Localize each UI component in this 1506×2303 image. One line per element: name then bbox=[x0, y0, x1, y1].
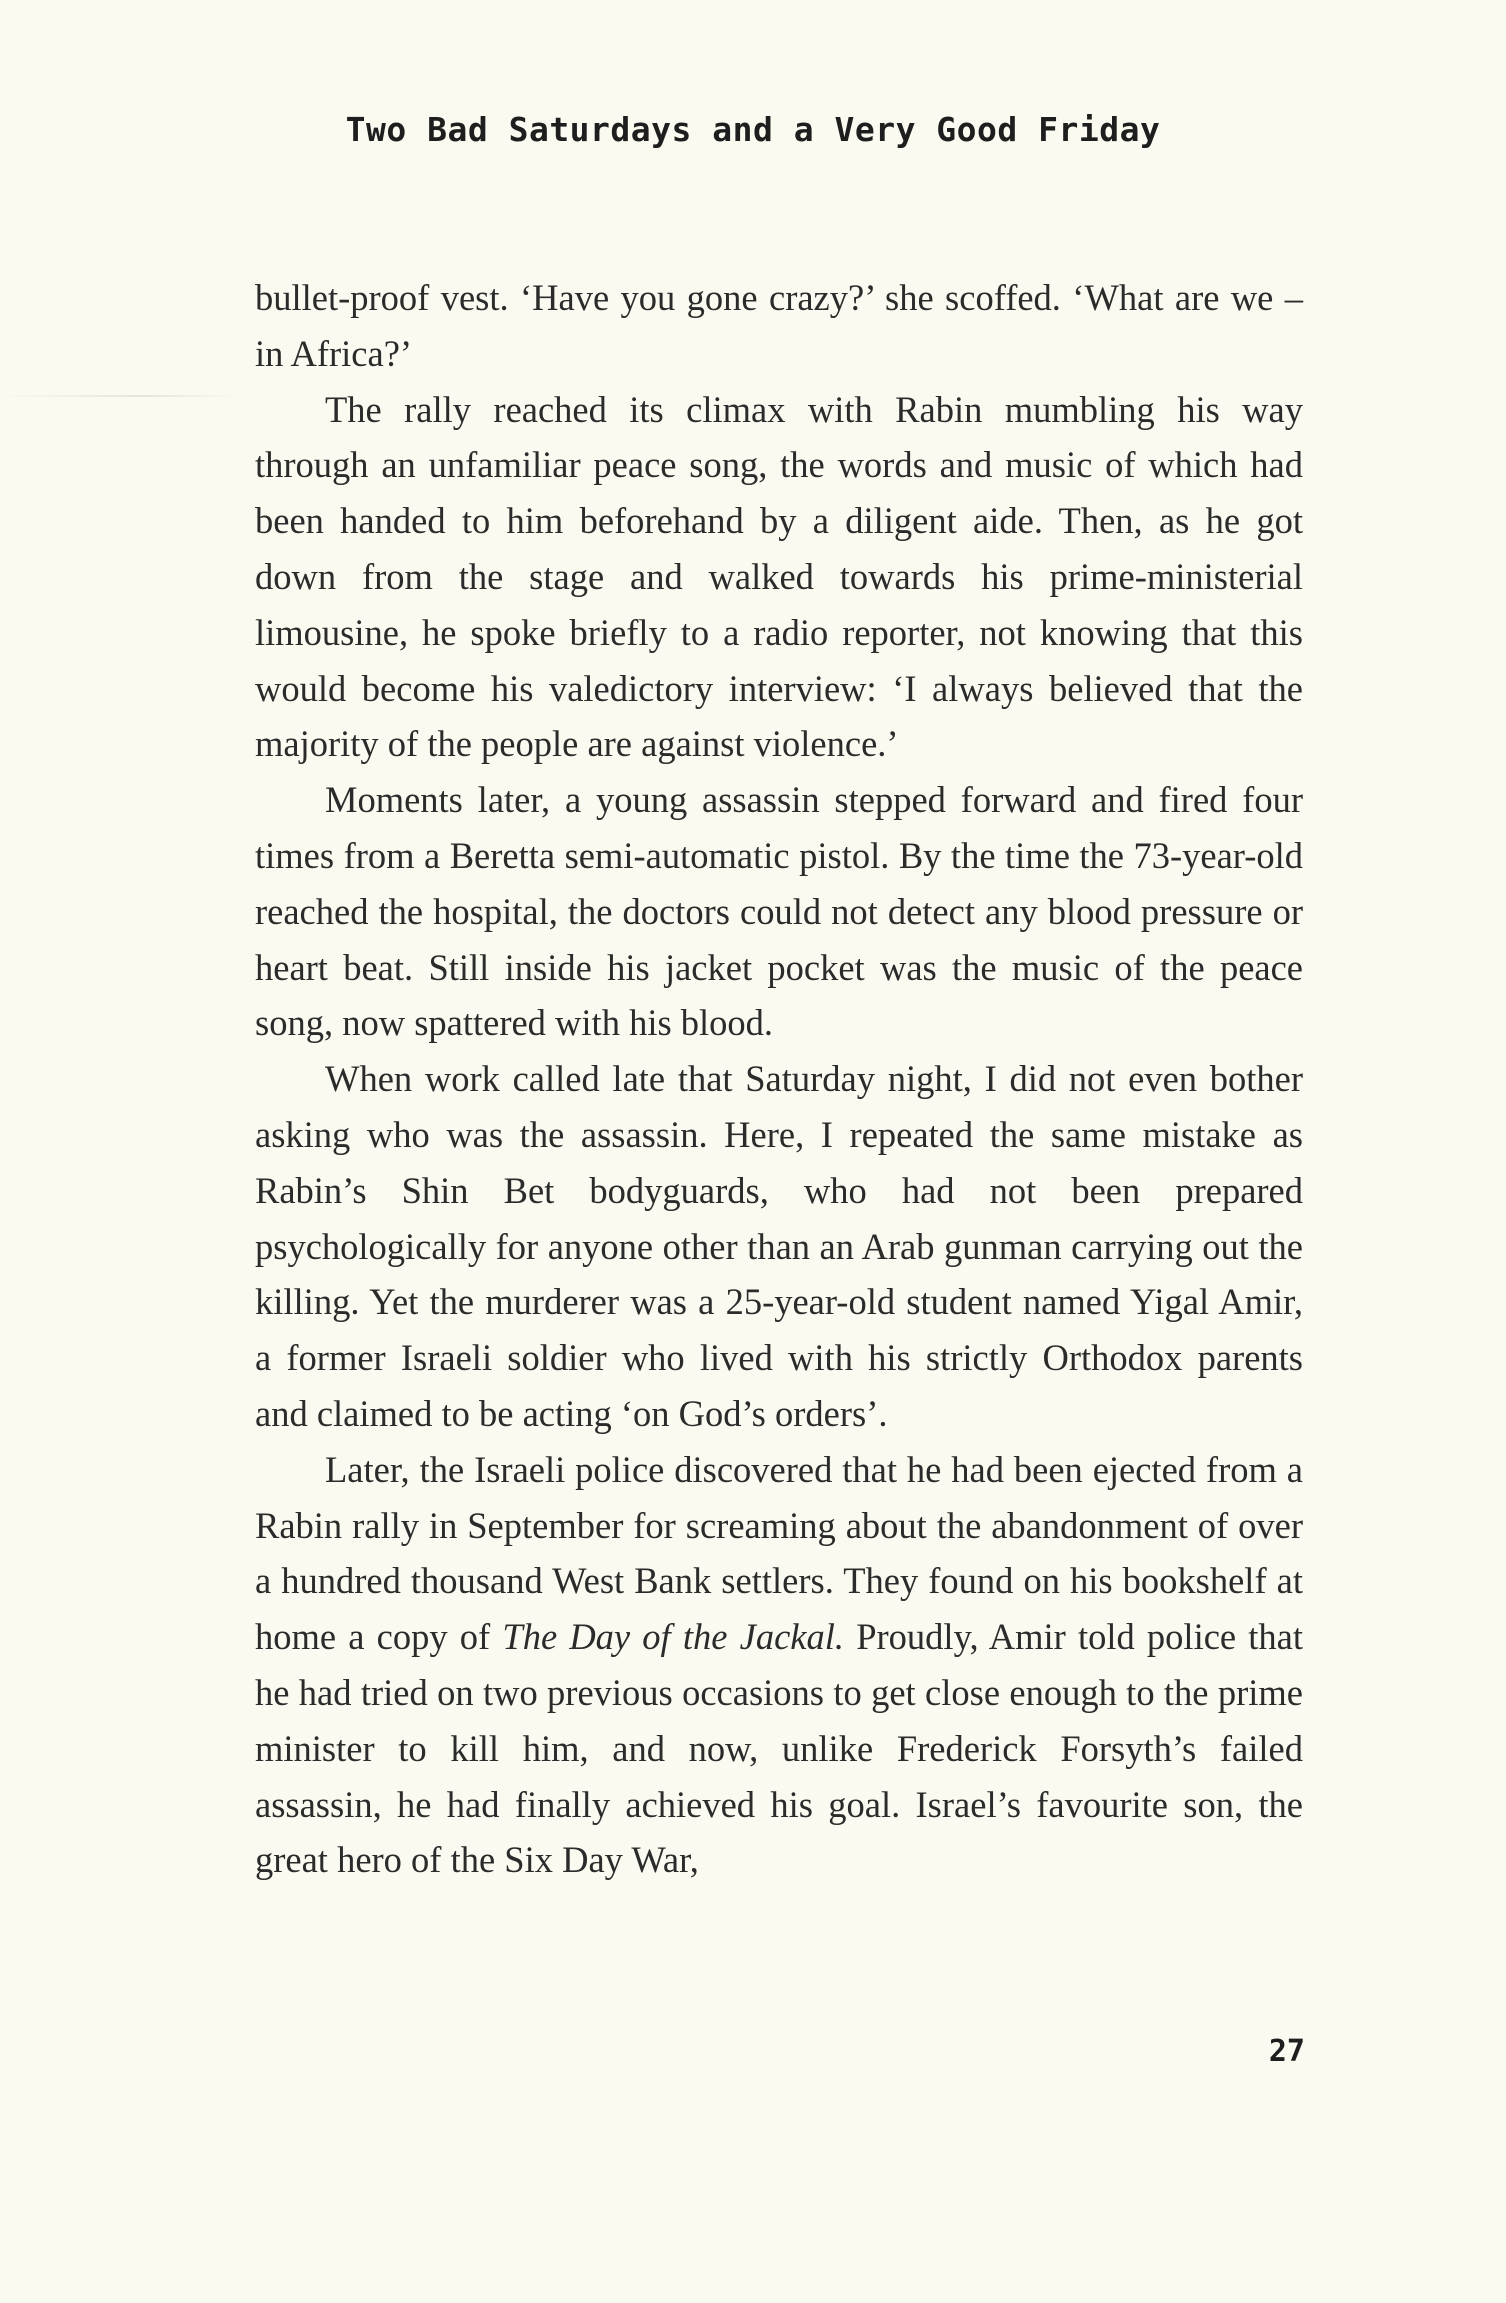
page-number: 27 bbox=[1268, 2034, 1305, 2069]
scan-artifact bbox=[0, 395, 240, 397]
book-title: The Day of the Jackal. bbox=[502, 1616, 845, 1658]
paragraph-5 bbox=[255, 1442, 1303, 1888]
running-head: Two Bad Saturdays and a Very Good Friday bbox=[345, 110, 1161, 149]
paragraph-5-part-1: Later, the Israeli police discovered that he had been ejected from a Rabin rally in September for screaming about the abandonment of over a hundred thousand West Bank settlers. They found on his bookshelf at home a copy of bbox=[255, 1448, 1303, 1658]
paragraph-3: Moments later, a young assassin stepped forward and fired four times from a Beretta semi-automatic pistol. By the time the 73-year-old reached the hospital, the doctors could not detect any blood pressure or heart beat. Still inside his jacket pocket was the music of the peace song, now spattered with his blood. bbox=[255, 779, 1303, 1044]
paragraph-4: When work called late that Saturday night, I did not even bother asking who was the assassin. Here, I repeated the same mistake as Rabin’s Shin Bet bodyguards, who had not been prepared psychologically for anyone other than an Arab gunman carrying out the killing. Yet the murderer was a 25-year-old student named Yigal Amir, a former Israeli soldier who lived with his strictly Orthodox parents and claimed to be acting ‘on God’s orders’. bbox=[255, 1058, 1303, 1434]
paragraph-5-part-2: Proudly, Amir told police that he had tried on two previous occasions to get close enough to the prime minister to kill him, and now, unlike Frederick Forsyth’s failed assassin, he had finally achieved his goal. Israel’s favourite son, the great hero of the Six Day War, bbox=[255, 1616, 1304, 1881]
paragraph-1: bullet-proof vest. ‘Have you gone crazy?’ she scoffed. ‘What are we – in Africa?’ bbox=[255, 277, 1303, 374]
paragraph-2: The rally reached its climax with Rabin mumbling his way through an unfamiliar peace song, the words and music of which had been handed to him beforehand by a diligent aide. Then, as he got down from the stage and walked towards his prime-ministerial limousine, he spoke briefly to a radio reporter, not knowing that this would become his valedictory interview: ‘I always believed that the majority of the people are against violence.’ bbox=[255, 388, 1303, 765]
body-text bbox=[255, 270, 1303, 1888]
